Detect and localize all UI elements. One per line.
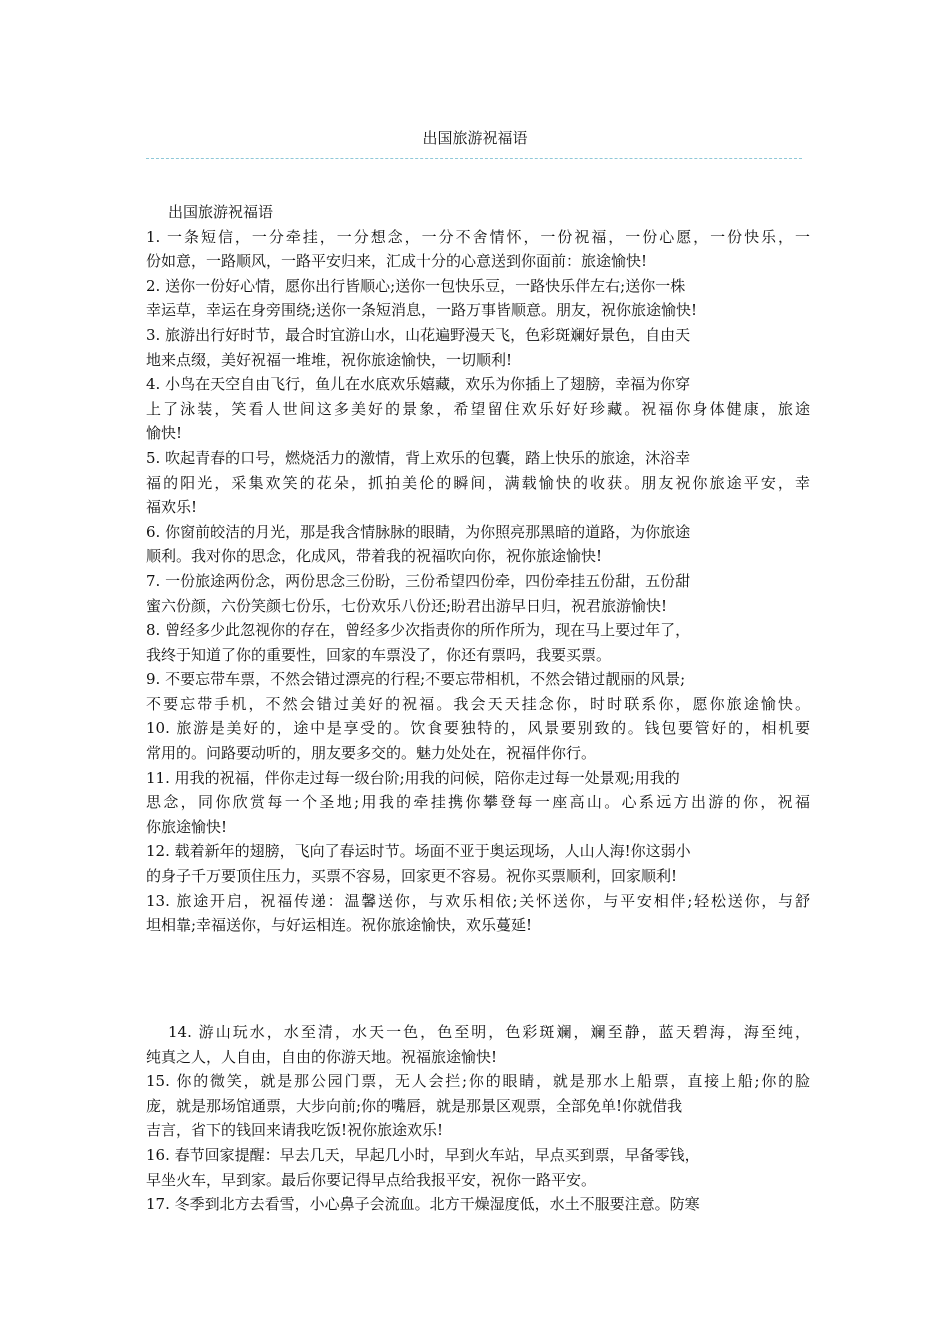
text-block-1 bbox=[146, 200, 810, 938]
text-line: 14. 游山玩水，水至清，水天一色，色至明，色彩斑斓，斓至静，蓝天碧海，海至纯， bbox=[168, 1023, 810, 1041]
text-line: 思念，同你欣赏每一个圣地;用我的牵挂携你攀登每一座高山。心系远方出游的你，祝福 bbox=[146, 793, 810, 812]
text-line: 福欢乐! bbox=[146, 498, 198, 517]
text-line: 17. 冬季到北方去看雪，小心鼻子会流血。北方干燥湿度低，水土不服要注意。防寒 bbox=[146, 1195, 700, 1214]
text-line: 7. 一份旅途两份念，两份思念三份盼，三份希望四份牵，四份牵挂五份甜，五份甜 bbox=[146, 571, 691, 590]
text-line: 幸运草，幸运在身旁围绕;送你一条短消息，一路万事皆顺意。朋友，祝你旅途愉快! bbox=[146, 301, 698, 320]
text-line: 出国旅游祝福语 bbox=[168, 203, 274, 221]
title-divider bbox=[146, 158, 802, 159]
text-line: 庞，就是那场馆通票，大步向前;你的嘴唇，就是那景区观票，全部免单!你就借我 bbox=[146, 1096, 683, 1115]
text-line: 地来点缀，美好祝福一堆堆，祝你旅途愉快，一切顺利! bbox=[146, 350, 513, 369]
text-line: 11. 用我的祝福，伴你走过每一级台阶;用我的问候，陪你走过每一处景观;用我的 bbox=[146, 768, 680, 787]
text-line: 坦相靠;幸福送你，与好运相连。祝你旅途愉快，欢乐蔓延! bbox=[146, 916, 533, 935]
text-line: 12. 载着新年的翅膀，飞向了春运时节。场面不亚于奥运现场，人山人海!你这弱小 bbox=[146, 842, 691, 861]
text-line: 3. 旅游出行好时节，最合时宜游山水，山花遍野漫天飞，色彩斑斓好景色，自由天 bbox=[146, 325, 691, 344]
text-line: 份如意，一路顺风，一路平安归来，汇成十分的心意送到你面前：旅途愉快! bbox=[146, 252, 648, 271]
text-line: 纯真之人，人自由，自由的你游天地。祝福旅途愉快! bbox=[146, 1047, 498, 1066]
text-line: 9. 不要忘带车票，不然会错过漂亮的行程;不要忘带相机，不然会错过靓丽的风景; bbox=[146, 670, 686, 689]
text-line: 早坐火车，早到家。最后你要记得早点给我报平安，祝你一路平安。 bbox=[146, 1170, 597, 1189]
text-line: 8. 曾经多少此忽视你的存在，曾经多少次指责你的所作所为，现在马上要过年了， bbox=[146, 621, 691, 640]
text-line: 1. 一条短信，一分牵挂，一分想念，一分不舍情怀，一份祝福，一份心愿，一份快乐，一 bbox=[146, 227, 810, 246]
text-line: 6. 你窗前皎洁的月光，那是我含情脉脉的眼睛，为你照亮那黑暗的道路，为你旅途 bbox=[146, 522, 691, 541]
text-line: 常用的。问路要动听的，朋友要多交的。魅力处处在，祝福伴你行。 bbox=[146, 744, 597, 763]
text-line: 顺利。我对你的思念，化成风，带着我的祝福吹向你，祝你旅途愉快! bbox=[146, 547, 603, 566]
text-line: 2. 送你一份好心情，愿你出行皆顺心;送你一包快乐豆，一路快乐伴左右;送你一株 bbox=[146, 276, 686, 295]
text-line: 上了泳装，笑看人世间这多美好的景象，希望留住欢乐好好珍藏。祝福你身体健康，旅途 bbox=[146, 399, 810, 418]
text-line: 蜜六份颜，六份笑颜七份乐，七份欢乐八份还;盼君出游早日归，祝君旅游愉快! bbox=[146, 596, 668, 615]
text-line: 不要忘带手机，不然会错过美好的祝福。我会天天挂念你，时时联系你，愿你旅途愉快。 bbox=[146, 694, 810, 713]
text-line: 13. 旅途开启，祝福传递：温馨送你，与欢乐相依;关怀送你，与平安相伴;轻松送你，与舒 bbox=[146, 891, 810, 910]
text-line: 4. 小鸟在天空自由飞行，鱼儿在水底欢乐嬉藏，欢乐为你插上了翅膀，幸福为你穿 bbox=[146, 375, 691, 394]
text-block-2 bbox=[146, 1020, 810, 1217]
text-line: 10. 旅游是美好的，途中是享受的。饮食要独特的，风景要别致的。钱包要管好的，相机要 bbox=[146, 719, 810, 738]
text-line: 你旅途愉快! bbox=[146, 817, 228, 836]
text-line: 15. 你的微笑，就是那公园门票，无人会拦;你的眼睛，就是那水上船票，直接上船;你的脸 bbox=[146, 1072, 810, 1091]
text-line: 愉快! bbox=[146, 424, 183, 443]
text-line: 16. 春节回家提醒：早去几天，早起几小时，早到火车站，早点买到票，早备零钱， bbox=[146, 1145, 700, 1164]
text-line: 5. 吹起青春的口号，燃烧活力的激情，背上欢乐的包囊，踏上快乐的旅途，沐浴幸 bbox=[146, 448, 691, 467]
document-title: 出国旅游祝福语 bbox=[422, 129, 528, 147]
text-line: 福的阳光，采集欢笑的花朵，抓拍美伦的瞬间，满载愉快的收获。朋友祝你旅途平安，幸 bbox=[146, 473, 810, 492]
text-line: 吉言，省下的钱回来请我吃饭!祝你旅途欢乐! bbox=[146, 1121, 444, 1140]
text-line: 的身子千万要顶住压力，买票不容易，回家更不容易。祝你买票顺利，回家顺利! bbox=[146, 867, 678, 886]
text-line: 我终于知道了你的重要性，回家的车票没了，你还有票吗，我要买票。 bbox=[146, 645, 612, 664]
